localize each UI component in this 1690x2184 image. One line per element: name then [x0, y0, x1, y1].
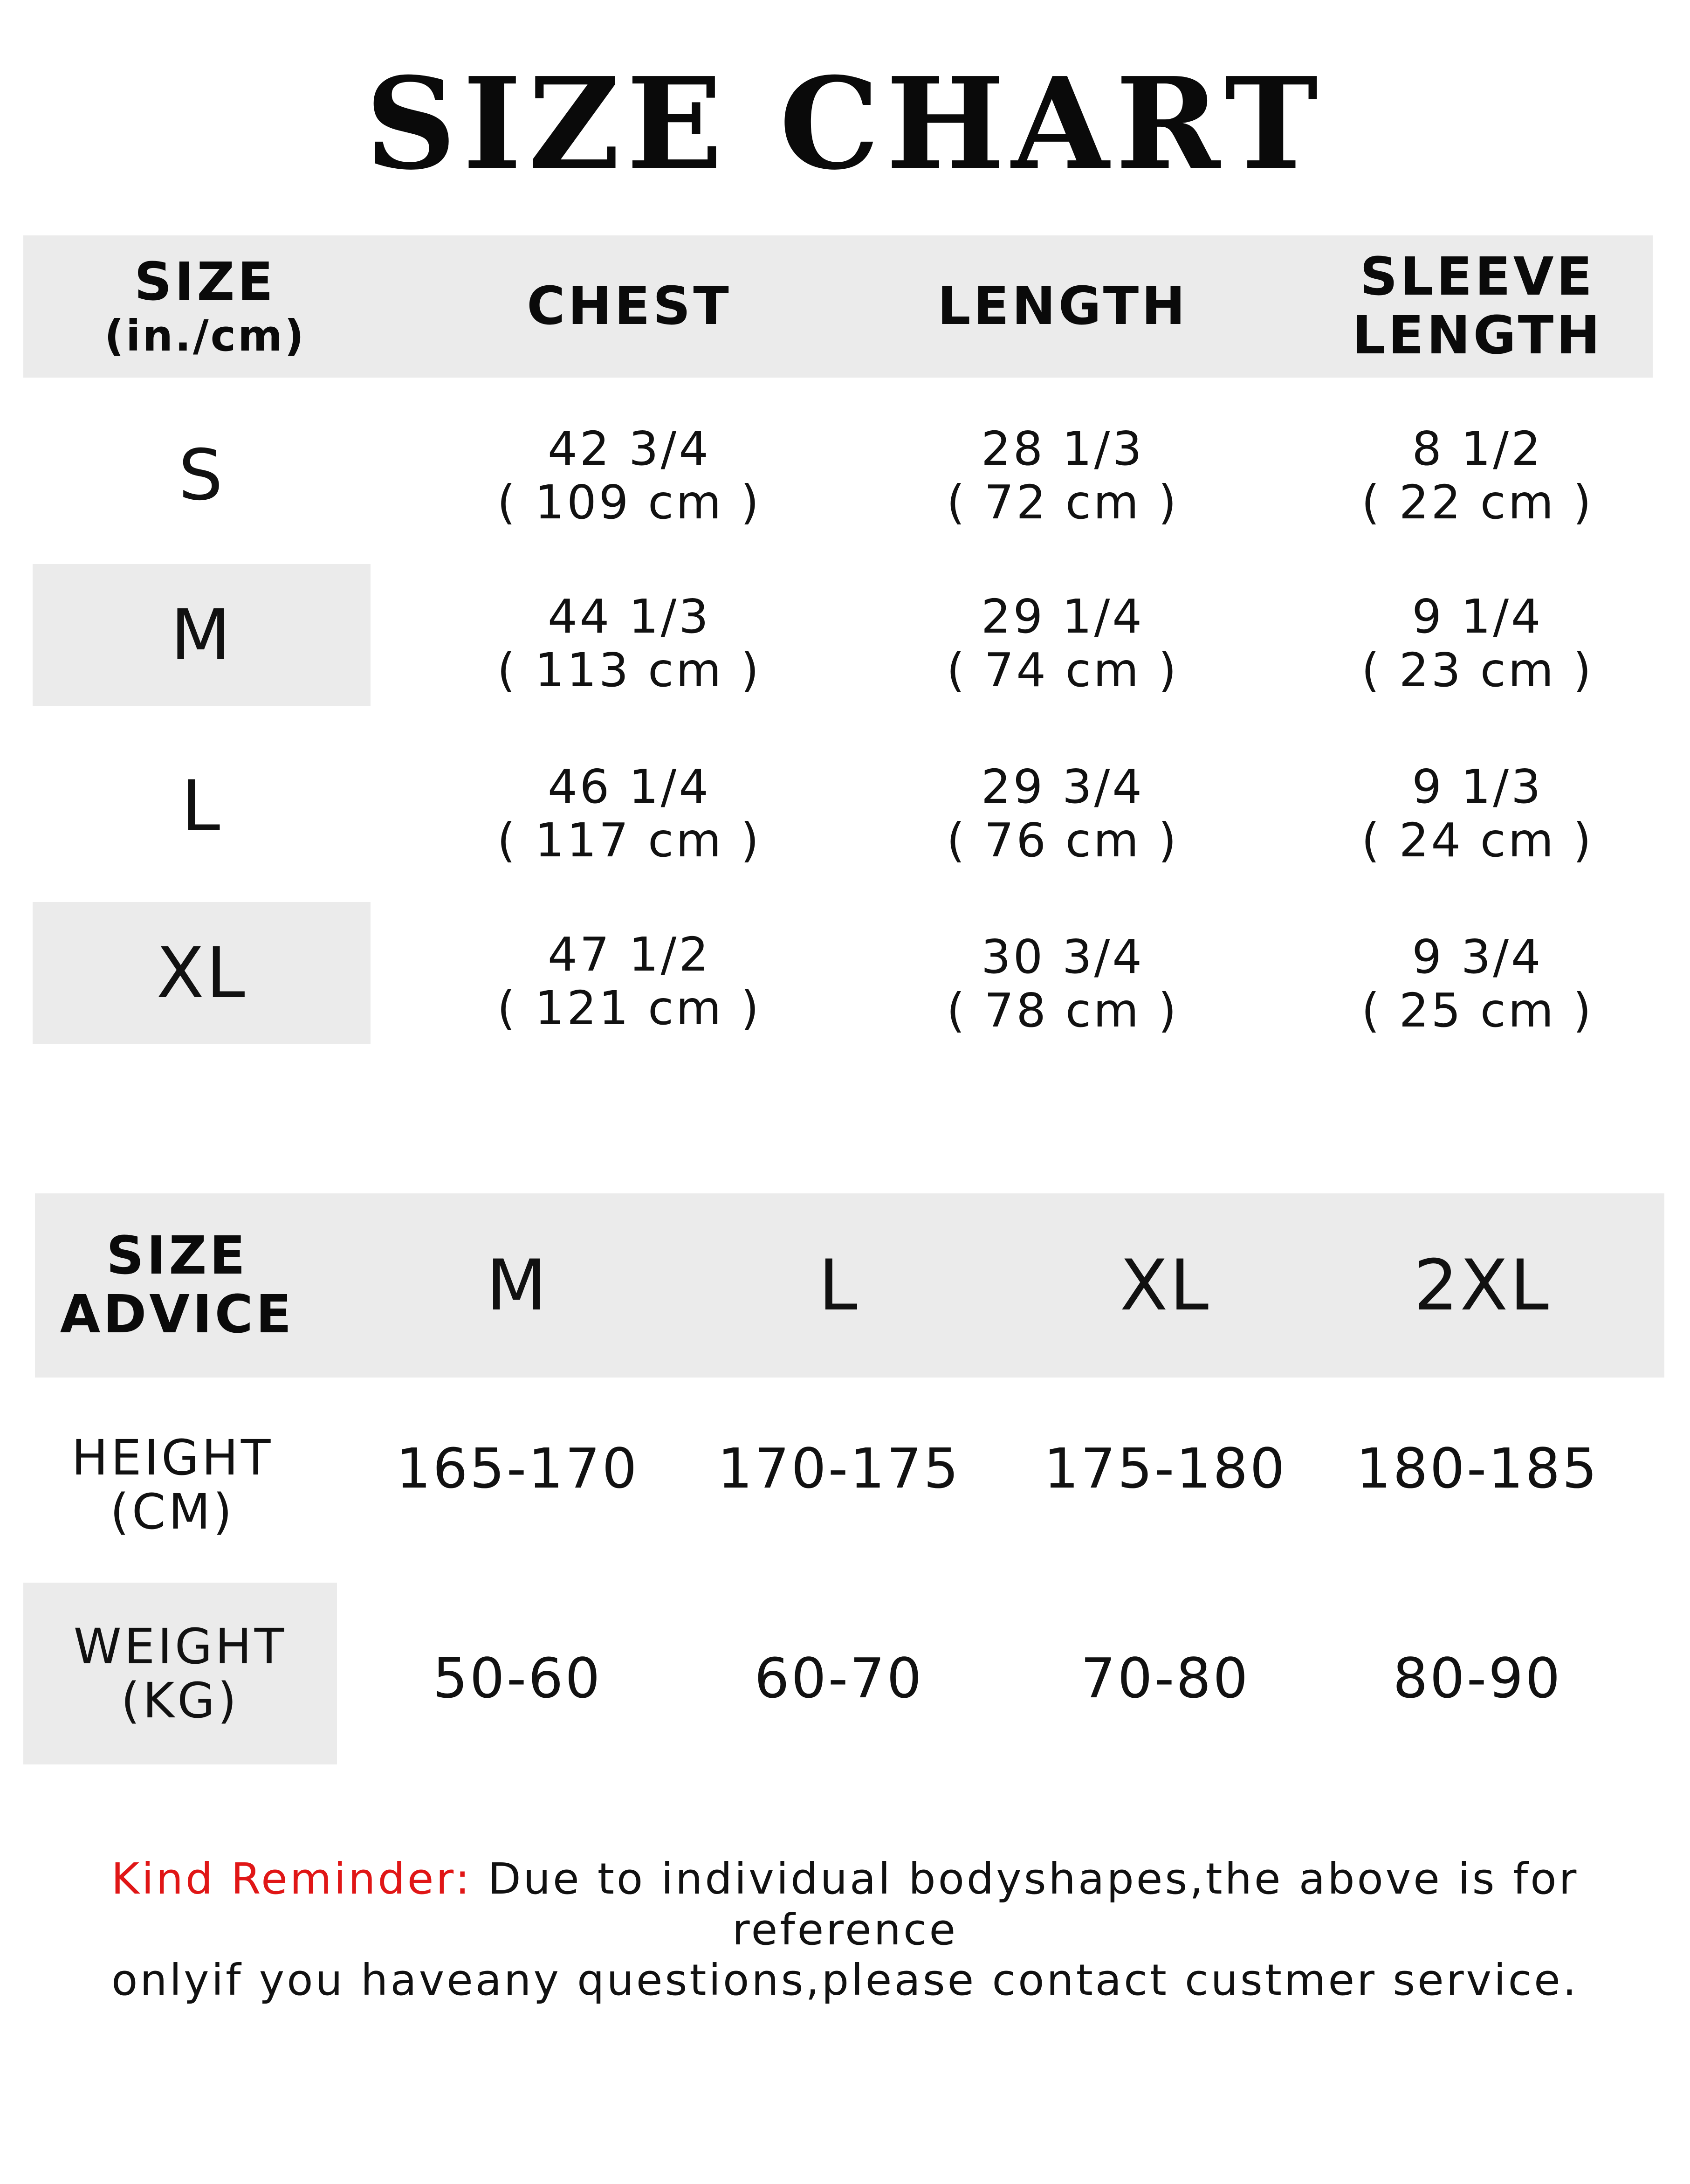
cell-chest	[419, 573, 839, 713]
row-label-height	[28, 1417, 317, 1552]
cell-length	[853, 406, 1272, 545]
cell-length	[853, 914, 1272, 1054]
header-sleeve-length	[1268, 235, 1687, 378]
header-length: LENGTH	[937, 276, 1188, 337]
table-row-size-m: M	[33, 564, 371, 706]
header-size-advice	[42, 1193, 312, 1378]
table-row-size-xl: XL	[33, 902, 371, 1044]
cell-value-in: 46 1/4	[548, 759, 711, 814]
header-size	[37, 235, 373, 378]
cell-value-in: 30 3/4	[981, 930, 1144, 984]
reminder-text-line2: onlyif you haveany questions,please contact custmer service.	[111, 1955, 1579, 2005]
cell-value-cm: ( 117 cm )	[497, 813, 762, 868]
cell-value-in: 44 1/3	[548, 589, 711, 644]
cell-chest	[419, 406, 839, 545]
header-size-advice-line2: ADVICE	[60, 1284, 295, 1345]
cell-value-cm: ( 24 cm )	[1361, 813, 1594, 868]
cell-length	[853, 573, 1272, 713]
height-value: 180-185	[1356, 1436, 1599, 1501]
reminder-line1	[0, 1854, 1690, 1955]
row-label-height-line2: (CM)	[110, 1483, 235, 1540]
cell-chest	[419, 744, 839, 883]
cell-sleeve	[1268, 573, 1687, 713]
advice-size-l: L	[818, 1245, 859, 1326]
table-row-size-l: L	[181, 766, 222, 847]
weight-value: 70-80	[1080, 1646, 1250, 1710]
cell-value-cm: ( 109 cm )	[497, 475, 762, 530]
cell-value-cm: ( 76 cm )	[946, 813, 1179, 868]
table-row-size-s: S	[178, 435, 225, 516]
weight-value: 60-70	[754, 1646, 924, 1710]
cell-value-in: 28 1/3	[981, 421, 1144, 476]
cell-value-cm: ( 121 cm )	[497, 981, 762, 1035]
header-sleeve-line1: SLEEVE	[1360, 247, 1595, 308]
cell-value-cm: ( 23 cm )	[1361, 643, 1594, 697]
cell-value-in: 47 1/2	[548, 927, 711, 982]
cell-value-in: 9 1/4	[1412, 589, 1543, 644]
cell-value-cm: ( 25 cm )	[1361, 983, 1594, 1038]
advice-size-2xl: 2XL	[1414, 1245, 1551, 1326]
row-label-weight	[23, 1583, 337, 1764]
cell-sleeve	[1268, 744, 1687, 883]
cell-value-in: 9 1/3	[1412, 759, 1543, 814]
cell-chest	[419, 911, 839, 1051]
cell-value-in: 9 3/4	[1412, 930, 1543, 984]
cell-length	[853, 744, 1272, 883]
cell-value-cm: ( 22 cm )	[1361, 475, 1594, 530]
advice-size-m: M	[486, 1245, 549, 1326]
page-title: SIZE CHART	[365, 49, 1325, 198]
header-size-label: SIZE	[134, 252, 276, 313]
cell-sleeve	[1268, 914, 1687, 1054]
header-size-unit: (in./cm)	[104, 310, 306, 361]
header-sleeve-line2: LENGTH	[1352, 305, 1603, 366]
weight-value: 50-60	[433, 1646, 602, 1710]
header-chest: CHEST	[527, 276, 732, 337]
cell-value-in: 29 1/4	[981, 589, 1144, 644]
cell-sleeve	[1268, 406, 1687, 545]
cell-value-cm: ( 74 cm )	[946, 643, 1179, 697]
cell-value-cm: ( 78 cm )	[946, 983, 1179, 1038]
height-value: 175-180	[1044, 1436, 1287, 1501]
height-value: 165-170	[396, 1436, 639, 1501]
row-label-weight-line1: WEIGHT	[73, 1618, 287, 1675]
reminder-text-line1: Due to individual bodyshapes,the above is for reference	[488, 1854, 1579, 1955]
cell-value-cm: ( 113 cm )	[497, 643, 762, 697]
height-value: 170-175	[717, 1436, 961, 1501]
reminder-label: Kind Reminder:	[111, 1854, 472, 1904]
cell-value-in: 29 3/4	[981, 759, 1144, 814]
advice-size-xl: XL	[1120, 1245, 1211, 1326]
row-label-height-line1: HEIGHT	[71, 1429, 274, 1486]
kind-reminder	[0, 1854, 1690, 2005]
cell-value-in: 8 1/2	[1412, 421, 1543, 476]
weight-value: 80-90	[1393, 1646, 1562, 1710]
cell-value-in: 42 3/4	[548, 421, 711, 476]
cell-value-cm: ( 72 cm )	[946, 475, 1179, 530]
row-label-weight-line2: (KG)	[121, 1672, 240, 1729]
header-size-advice-line1: SIZE	[106, 1226, 248, 1287]
